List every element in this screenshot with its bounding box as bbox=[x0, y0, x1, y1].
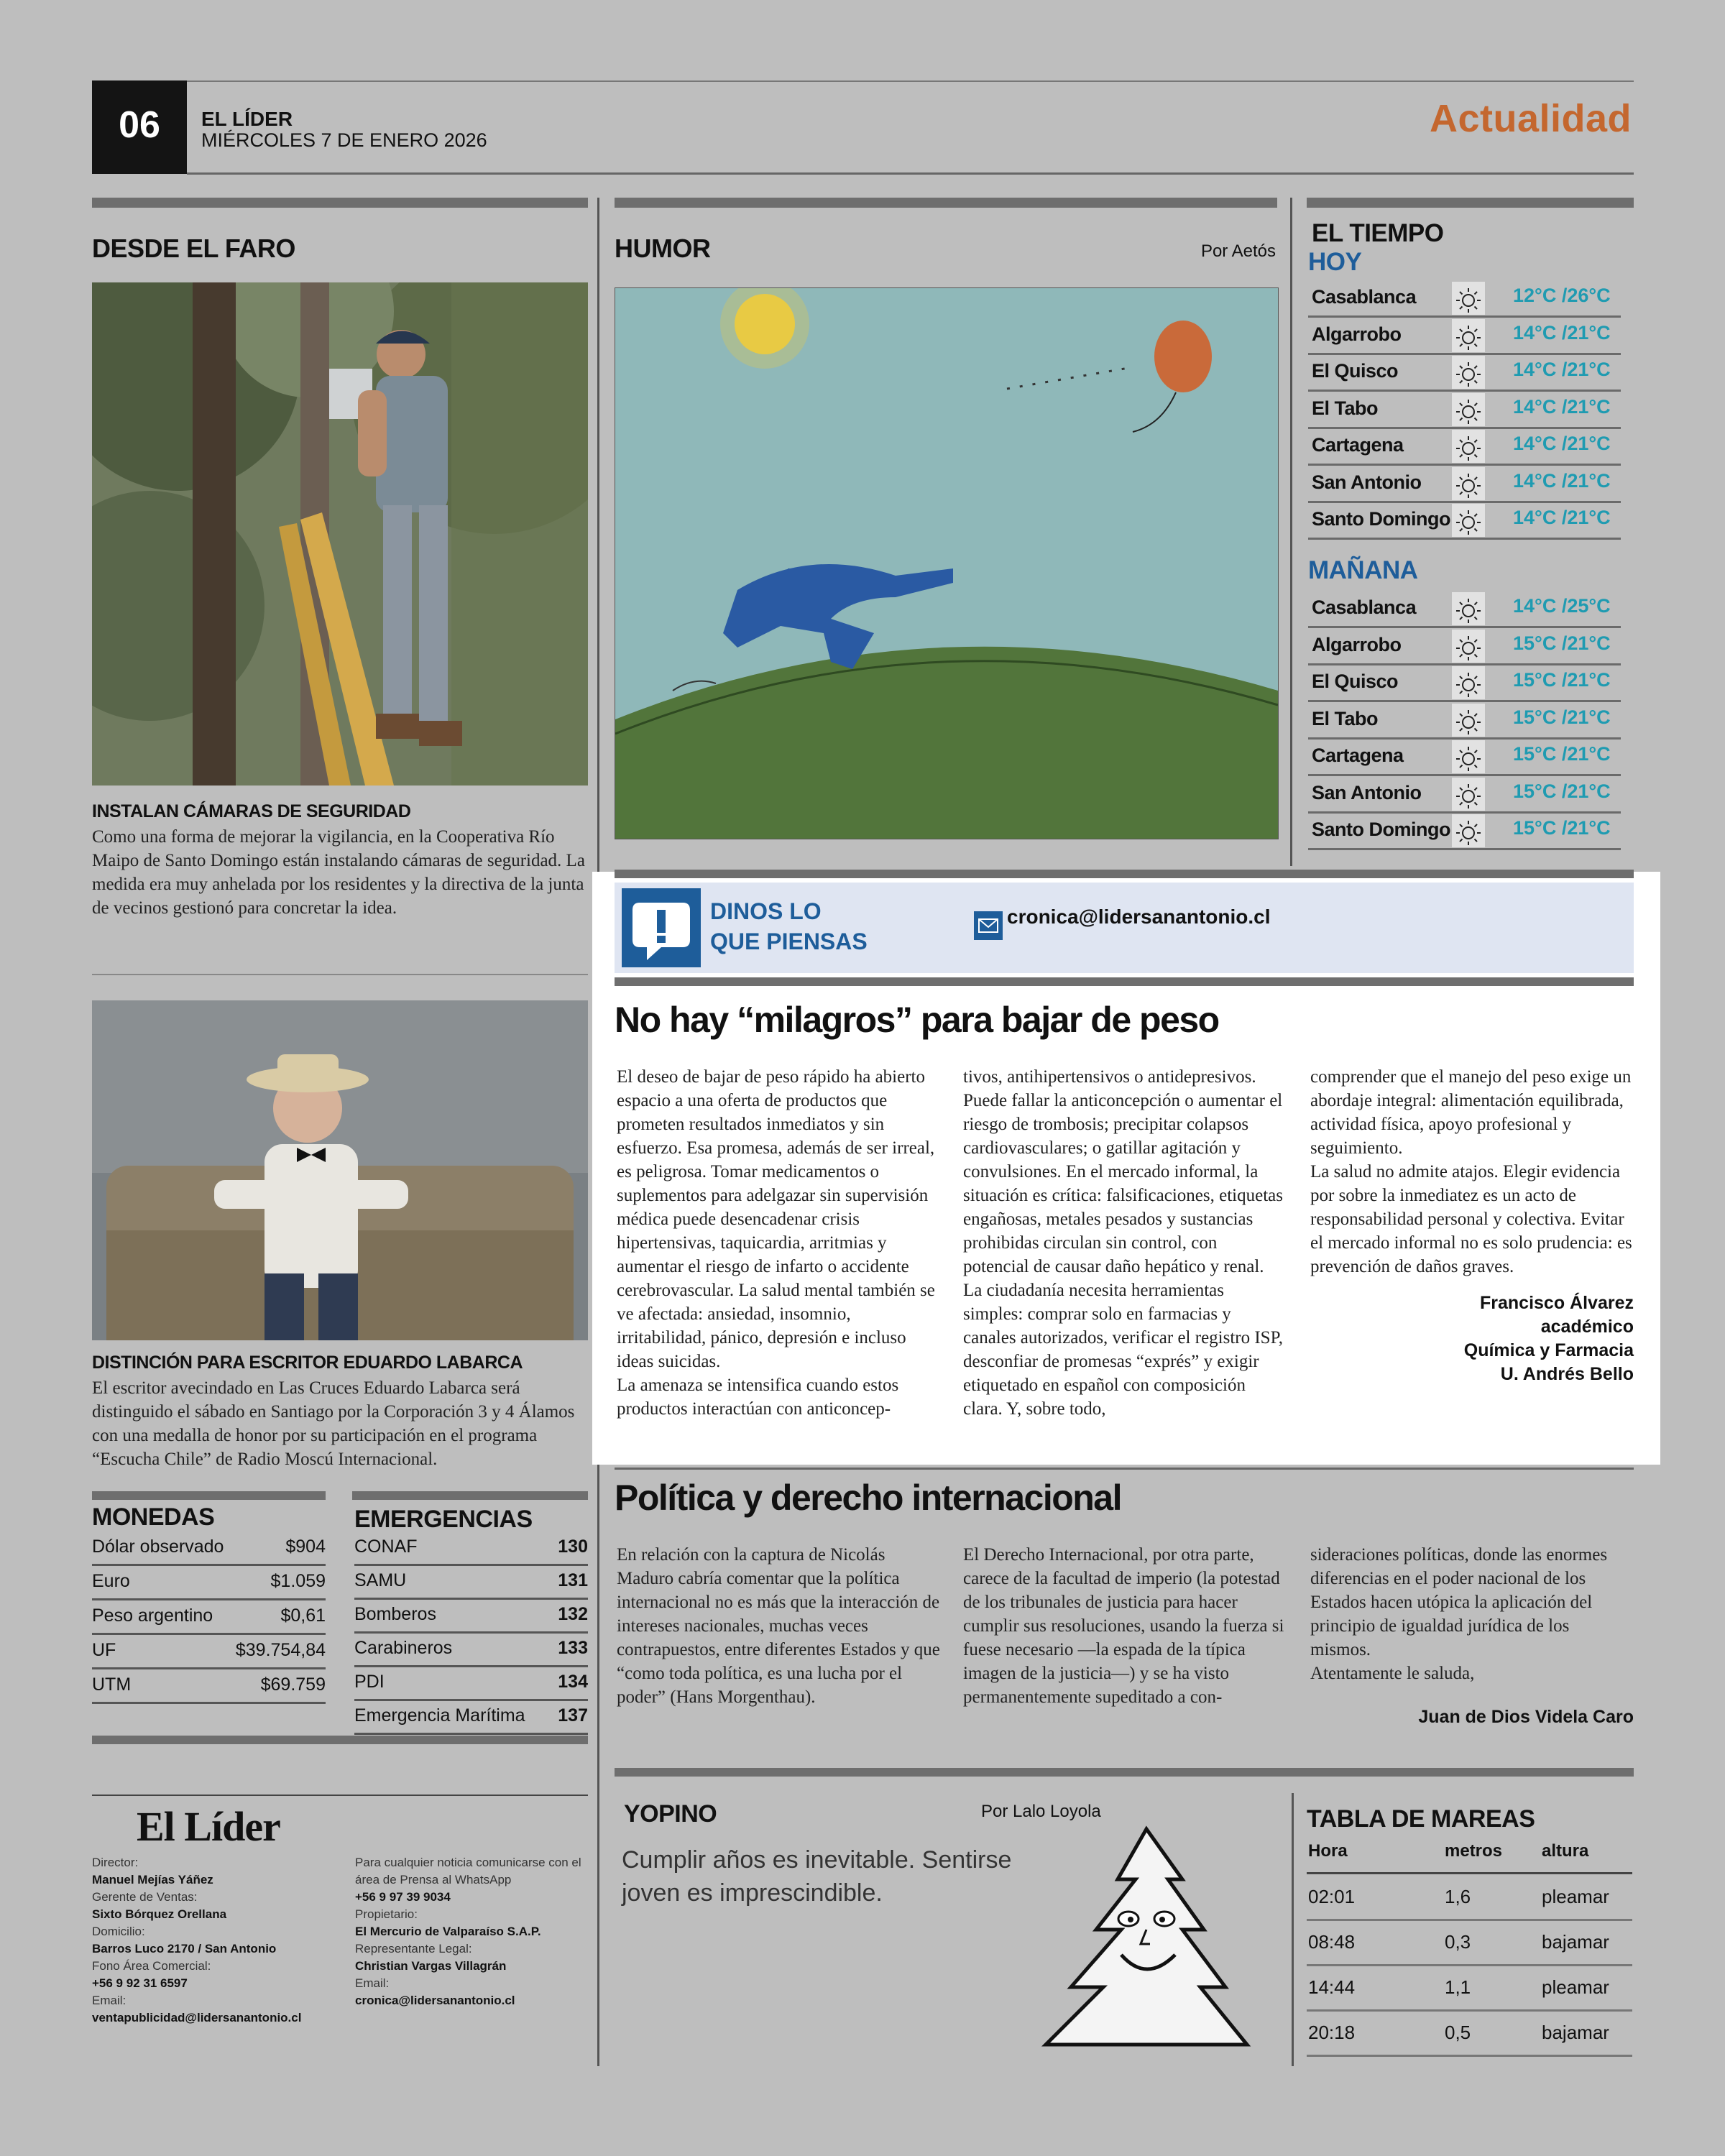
masthead-value: Manuel Mejías Yáñez bbox=[92, 1873, 213, 1886]
monedas-row bbox=[92, 1600, 326, 1635]
column-divider-weather bbox=[1290, 198, 1292, 866]
story2-title: DISTINCIÓN PARA ESCRITOR EDUARDO LABARCA bbox=[92, 1353, 523, 1373]
dinos-line1: DINOS LO bbox=[710, 898, 822, 924]
letter2-col2-text: El Derecho Internacional, por otra parte, carece de la facultad de imperio (la potestad de los tribunales de justicia para hacer cumplir sus resoluciones, usando la fuerza si fuese necesario —la espada de la típica imagen de la justicia—) y se ha visto permanentemente supeditado a con- bbox=[963, 1545, 1284, 1707]
story1-title: INSTALAN CÁMARAS DE SEGURIDAD bbox=[92, 801, 411, 821]
yopino-credit: Por Lalo Loyola bbox=[981, 1802, 1101, 1821]
header-top-rule bbox=[92, 80, 1634, 82]
weather-row bbox=[1308, 589, 1621, 628]
letter2-signature: Juan de Dios Videla Caro bbox=[1418, 1707, 1634, 1727]
weather-temp: 14°C /21°C bbox=[1513, 321, 1611, 344]
masthead-label: Gerente de Ventas: bbox=[92, 1890, 198, 1904]
mareas-hora: 14:44 bbox=[1308, 1976, 1356, 1998]
mareas-hora: 02:01 bbox=[1308, 1886, 1356, 1907]
masthead-label: Propietario: bbox=[355, 1907, 418, 1921]
mareas-col-hora: Hora bbox=[1308, 1841, 1348, 1861]
story1-body: Como una forma de mejorar la vigilancia, en la Cooperativa Río Maipo de Santo Domingo están instalando cámaras de seguridad. La medida era muy anhelada por los residentes y la directiva de la junta de vecinos gestionó para concretar la idea. bbox=[92, 827, 585, 918]
weather-temp: 15°C /21°C bbox=[1513, 632, 1611, 654]
letter1-col3-text: comprender que el manejo del peso exige un abordaje integral: alimentación equilibrada, actividad física, apoyo profesional y seguimiento. bbox=[1310, 1067, 1632, 1158]
letter1-col1b-text: La amenaza se intensifica cuando estos productos interactúan con anticoncep- bbox=[617, 1376, 899, 1419]
balloon-cartoon bbox=[615, 288, 1278, 839]
letter2-headline: Política y derecho internacional bbox=[615, 1478, 1122, 1518]
faro-top-bar bbox=[92, 198, 588, 208]
masthead-label: Representante Legal: bbox=[355, 1942, 472, 1955]
sun-icon bbox=[1452, 282, 1485, 315]
letter1-col2-text: tivos, antihipertensivos o antidepresivos. Puede fallar la anticoncepción o aumentar el riesgo de trombosis; precipitar colapsos cardiovasculares; o gatillar agitación y convulsiones. En el mercado informal, la situación es crítica: falsificaciones, etiquetas engañosas, metales pesados y sustancias prohibidas circulan sin control, con potencial de causar daño hepático y renal. bbox=[963, 1067, 1283, 1276]
faro-photo-cameras bbox=[92, 282, 588, 786]
mareas-altura: pleamar bbox=[1542, 1976, 1609, 1998]
monedas-label: UTM bbox=[92, 1674, 132, 1695]
emergencias-label: SAMU bbox=[354, 1570, 407, 1590]
weather-temp: 14°C /21°C bbox=[1513, 469, 1611, 492]
mareas-hora: 20:18 bbox=[1308, 2022, 1356, 2043]
humor-title: HUMOR bbox=[615, 234, 711, 263]
monedas-row bbox=[92, 1669, 326, 1704]
monedas-value: $39.754,84 bbox=[235, 1640, 326, 1660]
letter1-col3b-text: La salud no admite atajos. Elegir evidencia por sobre la inmediatez es un acto de responsabilidad personal y colectiva. Evitar el mercado informal no es solo prudencia: es prevención de daños graves. bbox=[1310, 1162, 1632, 1276]
weather-row bbox=[1308, 627, 1621, 665]
faro-photo-writer bbox=[92, 1000, 588, 1340]
weather-temp: 14°C /21°C bbox=[1513, 433, 1611, 454]
tree-illustration bbox=[1003, 1822, 1276, 2063]
emergencias-label: Carabineros bbox=[354, 1638, 453, 1658]
mareas-altura: bajamar bbox=[1542, 2022, 1609, 2043]
dinos-banner bbox=[615, 883, 1634, 973]
weather-row bbox=[1308, 464, 1621, 503]
letter2-column3 bbox=[1310, 1543, 1634, 1728]
weather-temp: 15°C /21°C bbox=[1513, 780, 1611, 802]
weather-row bbox=[1308, 279, 1621, 318]
masthead-label: Email: bbox=[92, 1994, 126, 2007]
weather-city: El Tabo bbox=[1312, 707, 1379, 729]
mareas-altura: pleamar bbox=[1542, 1886, 1609, 1907]
masthead-label: Email: bbox=[355, 1976, 390, 1990]
weather-city: El Quisco bbox=[1312, 671, 1399, 692]
weather-city: Casablanca bbox=[1312, 596, 1417, 618]
mareas-col-altura: altura bbox=[1542, 1841, 1589, 1861]
page-number: 06 bbox=[119, 104, 160, 146]
weather-city: Algarrobo bbox=[1312, 633, 1402, 655]
tables-bottom-bar bbox=[92, 1736, 588, 1744]
dinos-top-bar bbox=[615, 870, 1634, 878]
header-bottom-rule bbox=[187, 172, 1634, 175]
emergencias-title: EMERGENCIAS bbox=[354, 1506, 533, 1533]
letter1-signature bbox=[1310, 1291, 1634, 1386]
emergencias-row bbox=[354, 1632, 588, 1667]
emergencias-row bbox=[354, 1565, 588, 1600]
masthead-value: Sixto Bórquez Orellana bbox=[92, 1907, 227, 1921]
letter1-col1-text: El deseo de bajar de peso rápido ha abierto espacio a una oferta de productos que prometen resultados inmediatos y sin esfuerzo. Esa promesa, además de ser irreal, es peligrosa. Tomar medicamentos o suplementos para adelgazar sin supervisión médica puede desencadenar crisis hipertensivas, taquicardia, arritmias y aumentar el riesgo de infarto o accidente cerebrovascular. La salud mental también se ve afectada: ansiedad, insomnio, irritabilidad, pánico, depresión e incluso ideas suicidas. bbox=[617, 1067, 935, 1371]
weather-row bbox=[1308, 316, 1621, 355]
sun-icon bbox=[1452, 319, 1485, 352]
mareas-hora: 08:48 bbox=[1308, 1931, 1356, 1953]
letter1-sign-univ: U. Andrés Bello bbox=[1500, 1364, 1634, 1384]
emergencias-value: 134 bbox=[558, 1672, 588, 1692]
letter2-col3b-text: Atentamente le saluda, bbox=[1310, 1664, 1475, 1683]
weather-city: Santo Domingo bbox=[1312, 508, 1450, 530]
letter1-top-bar bbox=[615, 977, 1634, 986]
weather-city: Algarrobo bbox=[1312, 323, 1402, 345]
weather-temp: 12°C /26°C bbox=[1513, 285, 1611, 306]
weather-row bbox=[1308, 427, 1621, 466]
weather-row bbox=[1308, 353, 1621, 392]
page-number-box bbox=[92, 80, 187, 174]
masthead-label: Domicilio: bbox=[92, 1925, 145, 1938]
mareas-metros: 1,6 bbox=[1445, 1886, 1471, 1907]
mareas-metros: 0,3 bbox=[1445, 1931, 1471, 1953]
masthead-value: Barros Luco 2170 / San Antonio bbox=[92, 1942, 277, 1955]
letter2-col1-text: En relación con la captura de Nicolás Maduro cabría comentar que la política internacional no es más que la interacción de intereses nacionales, muchas veces contrapuestos, entre diferentes Estados y que “como toda política, es una lucha por el poder” (Hans Morgenthau). bbox=[617, 1545, 940, 1707]
humor-top-bar bbox=[615, 198, 1277, 208]
sun-icon bbox=[1452, 467, 1485, 500]
emergencias-label: CONAF bbox=[354, 1537, 418, 1557]
masthead-value: ventapublicidad@lidersanantonio.cl bbox=[92, 2011, 302, 2024]
story2-body: El escritor avecindado en Las Cruces Eduardo Labarca será distinguido el sábado en Santiago por la Corporación 3 y 4 Álamos con una medalla de honor por su participación en el programa “Escucha Chile” de Radio Moscú Internacional. bbox=[92, 1378, 575, 1469]
masthead-value: Christian Vargas Villagrán bbox=[355, 1959, 507, 1973]
masthead-right-note: Para cualquier noticia comunicarse con el área de Prensa al WhatsApp bbox=[355, 1856, 581, 1886]
weather-city: El Quisco bbox=[1312, 360, 1399, 382]
monedas-value: $1.059 bbox=[270, 1571, 326, 1591]
weather-city: San Antonio bbox=[1312, 471, 1422, 493]
emergencias-value: 137 bbox=[558, 1705, 588, 1726]
letter2-top-rule bbox=[615, 1468, 1634, 1470]
faro-title: DESDE EL FARO bbox=[92, 234, 295, 263]
masthead-value: cronica@lidersanantonio.cl bbox=[355, 1994, 515, 2007]
sun-icon bbox=[1452, 778, 1485, 811]
weather-temp: 15°C /21°C bbox=[1513, 743, 1611, 765]
emergencias-row bbox=[354, 1598, 588, 1634]
sun-icon bbox=[1452, 814, 1485, 847]
sun-icon bbox=[1452, 356, 1485, 389]
weather-city: Santo Domingo bbox=[1312, 819, 1450, 840]
emergencias-row bbox=[354, 1666, 588, 1701]
sun-icon bbox=[1452, 704, 1485, 737]
weather-temp: 14°C /21°C bbox=[1513, 395, 1611, 418]
tree-cartoon bbox=[1003, 1822, 1276, 2063]
mareas-altura: bajamar bbox=[1542, 1931, 1609, 1953]
humor-credit: Por Aetós bbox=[1200, 241, 1276, 261]
emergencias-value: 132 bbox=[558, 1604, 588, 1624]
sun-icon bbox=[1452, 504, 1485, 537]
masthead-right-column bbox=[355, 1889, 585, 2009]
dinos-email[interactable]: cronica@lidersanantonio.cl bbox=[1007, 906, 1271, 928]
monedas-title: MONEDAS bbox=[92, 1503, 215, 1531]
mail-icon bbox=[974, 911, 1003, 940]
weather-temp: 15°C /21°C bbox=[1513, 706, 1611, 728]
weather-row bbox=[1308, 775, 1621, 814]
sun-icon bbox=[1452, 592, 1485, 625]
weather-temp: 14°C /21°C bbox=[1513, 507, 1611, 528]
emergencias-value: 133 bbox=[558, 1638, 588, 1658]
weather-row bbox=[1308, 501, 1621, 540]
yopino-top-bar bbox=[615, 1768, 1634, 1777]
mareas-row bbox=[1307, 1874, 1632, 1921]
emergencias-label: Emergencia Marítima bbox=[354, 1705, 525, 1726]
weather-top-bar bbox=[1307, 198, 1634, 208]
masthead-logo: El Líder bbox=[137, 1803, 280, 1850]
monedas-label: UF bbox=[92, 1640, 116, 1660]
masthead-value: El Mercurio de Valparaíso S.A.P. bbox=[355, 1925, 541, 1938]
emergencias-value: 130 bbox=[558, 1537, 588, 1557]
weather-city: Cartagena bbox=[1312, 745, 1404, 766]
weather-temp: 15°C /21°C bbox=[1513, 817, 1611, 839]
masthead-label: Director: bbox=[92, 1856, 139, 1869]
column-divider-mareas bbox=[1292, 1793, 1294, 2066]
weather-city: Casablanca bbox=[1312, 286, 1417, 308]
letter1-column2 bbox=[963, 1065, 1283, 1421]
letter2-col3-text: sideraciones políticas, donde las enormes diferencias en el poder nacional de los Estados hacen utópica la aplicación del principio de igualdad jurídica de los mismos. bbox=[1310, 1545, 1608, 1659]
yopino-quote: Cumplir años es inevitable. Sentirse joven es imprescindible. bbox=[622, 1846, 1012, 1907]
letter1-sign-dept: Química y Farmacia bbox=[1463, 1340, 1634, 1360]
weather-tomorrow-label: MAÑANA bbox=[1308, 556, 1418, 584]
weather-row bbox=[1308, 663, 1621, 702]
weather-row bbox=[1308, 390, 1621, 429]
letter1-column1 bbox=[617, 1065, 937, 1421]
letter1-headline: No hay “milagros” para bajar de peso bbox=[615, 1000, 1219, 1040]
weather-temp: 14°C /21°C bbox=[1513, 359, 1611, 380]
yopino-title: YOPINO bbox=[624, 1800, 717, 1828]
emergencias-label: Bomberos bbox=[354, 1604, 436, 1624]
weather-city: San Antonio bbox=[1312, 781, 1422, 803]
mareas-row bbox=[1307, 1965, 1632, 2012]
letter1-col2b-text: La ciudadanía necesita herramientas simples: comprar solo en farmacias y canales autorizados, verificar el registro ISP, desconfiar de promesas “exprés” y exigir etiquetado en español con composición clara. Y, sobre todo, bbox=[963, 1281, 1283, 1419]
monedas-top-bar bbox=[92, 1491, 326, 1500]
writer-illustration bbox=[92, 1000, 588, 1340]
letter1-sign-name: Francisco Álvarez bbox=[1480, 1293, 1634, 1313]
mareas-header-row bbox=[1307, 1840, 1632, 1874]
monedas-label: Dólar observado bbox=[92, 1537, 224, 1557]
masthead-value: +56 9 97 39 9034 bbox=[355, 1890, 451, 1904]
sun-icon bbox=[1452, 666, 1485, 699]
emergencias-label: PDI bbox=[354, 1672, 385, 1692]
mareas-title: TABLA DE MAREAS bbox=[1307, 1805, 1535, 1833]
faro-divider bbox=[92, 974, 588, 975]
masthead-left-column bbox=[92, 1854, 336, 2027]
masthead-rule bbox=[92, 1795, 588, 1796]
sun-icon bbox=[1452, 630, 1485, 663]
masthead-value: +56 9 92 31 6597 bbox=[92, 1976, 188, 1990]
monedas-label: Peso argentino bbox=[92, 1606, 213, 1626]
monedas-row bbox=[92, 1531, 326, 1566]
weather-title: EL TIEMPO bbox=[1312, 219, 1444, 247]
emergencias-row bbox=[354, 1531, 588, 1566]
paper-name: EL LÍDER bbox=[201, 108, 293, 130]
weather-city: Cartagena bbox=[1312, 434, 1404, 456]
mareas-metros: 1,1 bbox=[1445, 1976, 1471, 1998]
monedas-value: $904 bbox=[285, 1537, 326, 1557]
emergencias-row bbox=[354, 1700, 588, 1735]
weather-row bbox=[1308, 701, 1621, 740]
mareas-col-metros: metros bbox=[1445, 1841, 1503, 1861]
emergencias-value: 131 bbox=[558, 1570, 588, 1590]
sun-icon bbox=[1452, 740, 1485, 773]
weather-temp: 15°C /21°C bbox=[1513, 669, 1611, 691]
weather-today-label: HOY bbox=[1308, 248, 1362, 276]
letter1-sign-role: académico bbox=[1540, 1317, 1634, 1337]
section-title: Actualidad bbox=[1429, 97, 1632, 140]
weather-temp: 14°C /25°C bbox=[1513, 595, 1611, 617]
weather-row bbox=[1308, 811, 1621, 850]
sun-icon bbox=[1452, 393, 1485, 426]
monedas-label: Euro bbox=[92, 1571, 130, 1591]
emergencias-top-bar bbox=[352, 1491, 588, 1500]
weather-row bbox=[1308, 737, 1621, 776]
letter1-column3 bbox=[1310, 1065, 1634, 1386]
monedas-value: $0,61 bbox=[280, 1606, 326, 1626]
mareas-metros: 0,5 bbox=[1445, 2022, 1471, 2043]
dinos-line2: QUE PIENSAS bbox=[710, 929, 868, 954]
monedas-row bbox=[92, 1565, 326, 1600]
sun-icon bbox=[1452, 430, 1485, 463]
mareas-row bbox=[1307, 1920, 1632, 1966]
monedas-value: $69.759 bbox=[260, 1674, 326, 1695]
weather-city: El Tabo bbox=[1312, 397, 1379, 419]
issue-date: MIÉRCOLES 7 DE ENERO 2026 bbox=[201, 129, 487, 151]
humor-cartoon bbox=[615, 287, 1279, 839]
mareas-row bbox=[1307, 2010, 1632, 2057]
masthead-label: Fono Área Comercial: bbox=[92, 1959, 211, 1973]
cameras-illustration bbox=[92, 282, 588, 786]
exclamation-icon bbox=[622, 888, 701, 967]
monedas-row bbox=[92, 1634, 326, 1669]
